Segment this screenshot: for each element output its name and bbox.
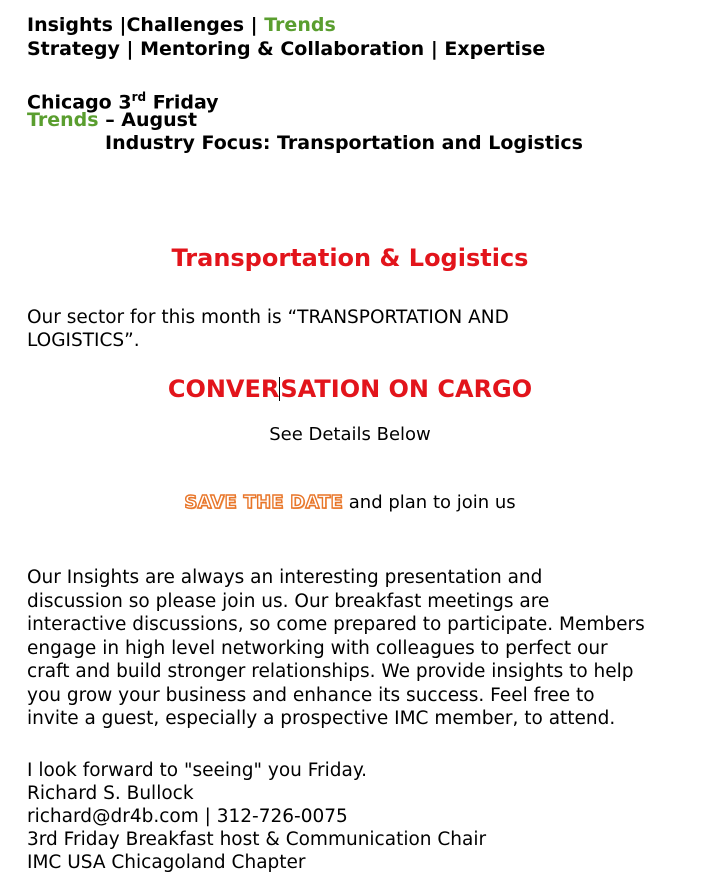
main-title-part-b: SATION ON CARGO bbox=[280, 375, 533, 403]
event-location-sup: rd bbox=[131, 90, 147, 104]
industry-focus: Industry Focus: Transportation and Logistics bbox=[105, 132, 583, 154]
signature-contact: richard@dr4b.com | 312-726-0075 bbox=[27, 806, 348, 827]
body-line: discussion so please join us. Our breakfast meetings are bbox=[27, 590, 550, 612]
tagline-1-trends: Trends bbox=[264, 14, 336, 36]
body-line: you grow your business and enhance its success. Feel free to bbox=[27, 684, 595, 706]
sector-line-2: LOGISTICS”. bbox=[27, 330, 140, 351]
event-trends bbox=[27, 109, 197, 132]
signature-role: 3rd Friday Breakfast host & Communication Chair bbox=[27, 829, 487, 850]
save-the-date-badge: SAVE THE DATE bbox=[184, 492, 344, 513]
body-line: Our Insights are always an interesting presentation and bbox=[27, 567, 543, 588]
tagline-1-text: Insights |Challenges | bbox=[27, 14, 265, 36]
main-title bbox=[0, 374, 700, 404]
tagline-1 bbox=[27, 14, 336, 37]
event-location-prefix: Chicago 3 bbox=[27, 91, 132, 114]
event-trends-month: – August bbox=[98, 109, 198, 131]
event-trends-word: Trends bbox=[27, 109, 99, 131]
main-title-part-a: CONVER bbox=[167, 375, 280, 403]
save-the-date-suffix: and plan to join us bbox=[343, 492, 516, 513]
sector-line-1: Our sector for this month is “TRANSPORTATION AND bbox=[27, 307, 509, 328]
event-location-suffix: Friday bbox=[146, 91, 219, 114]
body-line: engage in high level networking with colleagues to perfect our bbox=[27, 637, 608, 659]
body-line: invite a guest, especially a prospective IMC member, to attend. bbox=[27, 708, 616, 729]
signature-name: Richard S. Bullock bbox=[27, 783, 194, 804]
tagline-2: Strategy | Mentoring & Collaboration | Expertise bbox=[27, 38, 546, 60]
body-line: interactive discussions, so come prepared to participate. Members bbox=[27, 614, 645, 635]
save-the-date-line bbox=[0, 491, 700, 514]
section-title: Transportation & Logistics bbox=[171, 244, 529, 272]
body-line: craft and build stronger relationships. We provide insights to help bbox=[27, 661, 634, 682]
signature-org: IMC USA Chicagoland Chapter bbox=[27, 852, 306, 873]
see-details: See Details Below bbox=[269, 424, 431, 445]
signature-closing: I look forward to "seeing" you Friday. bbox=[27, 760, 368, 781]
